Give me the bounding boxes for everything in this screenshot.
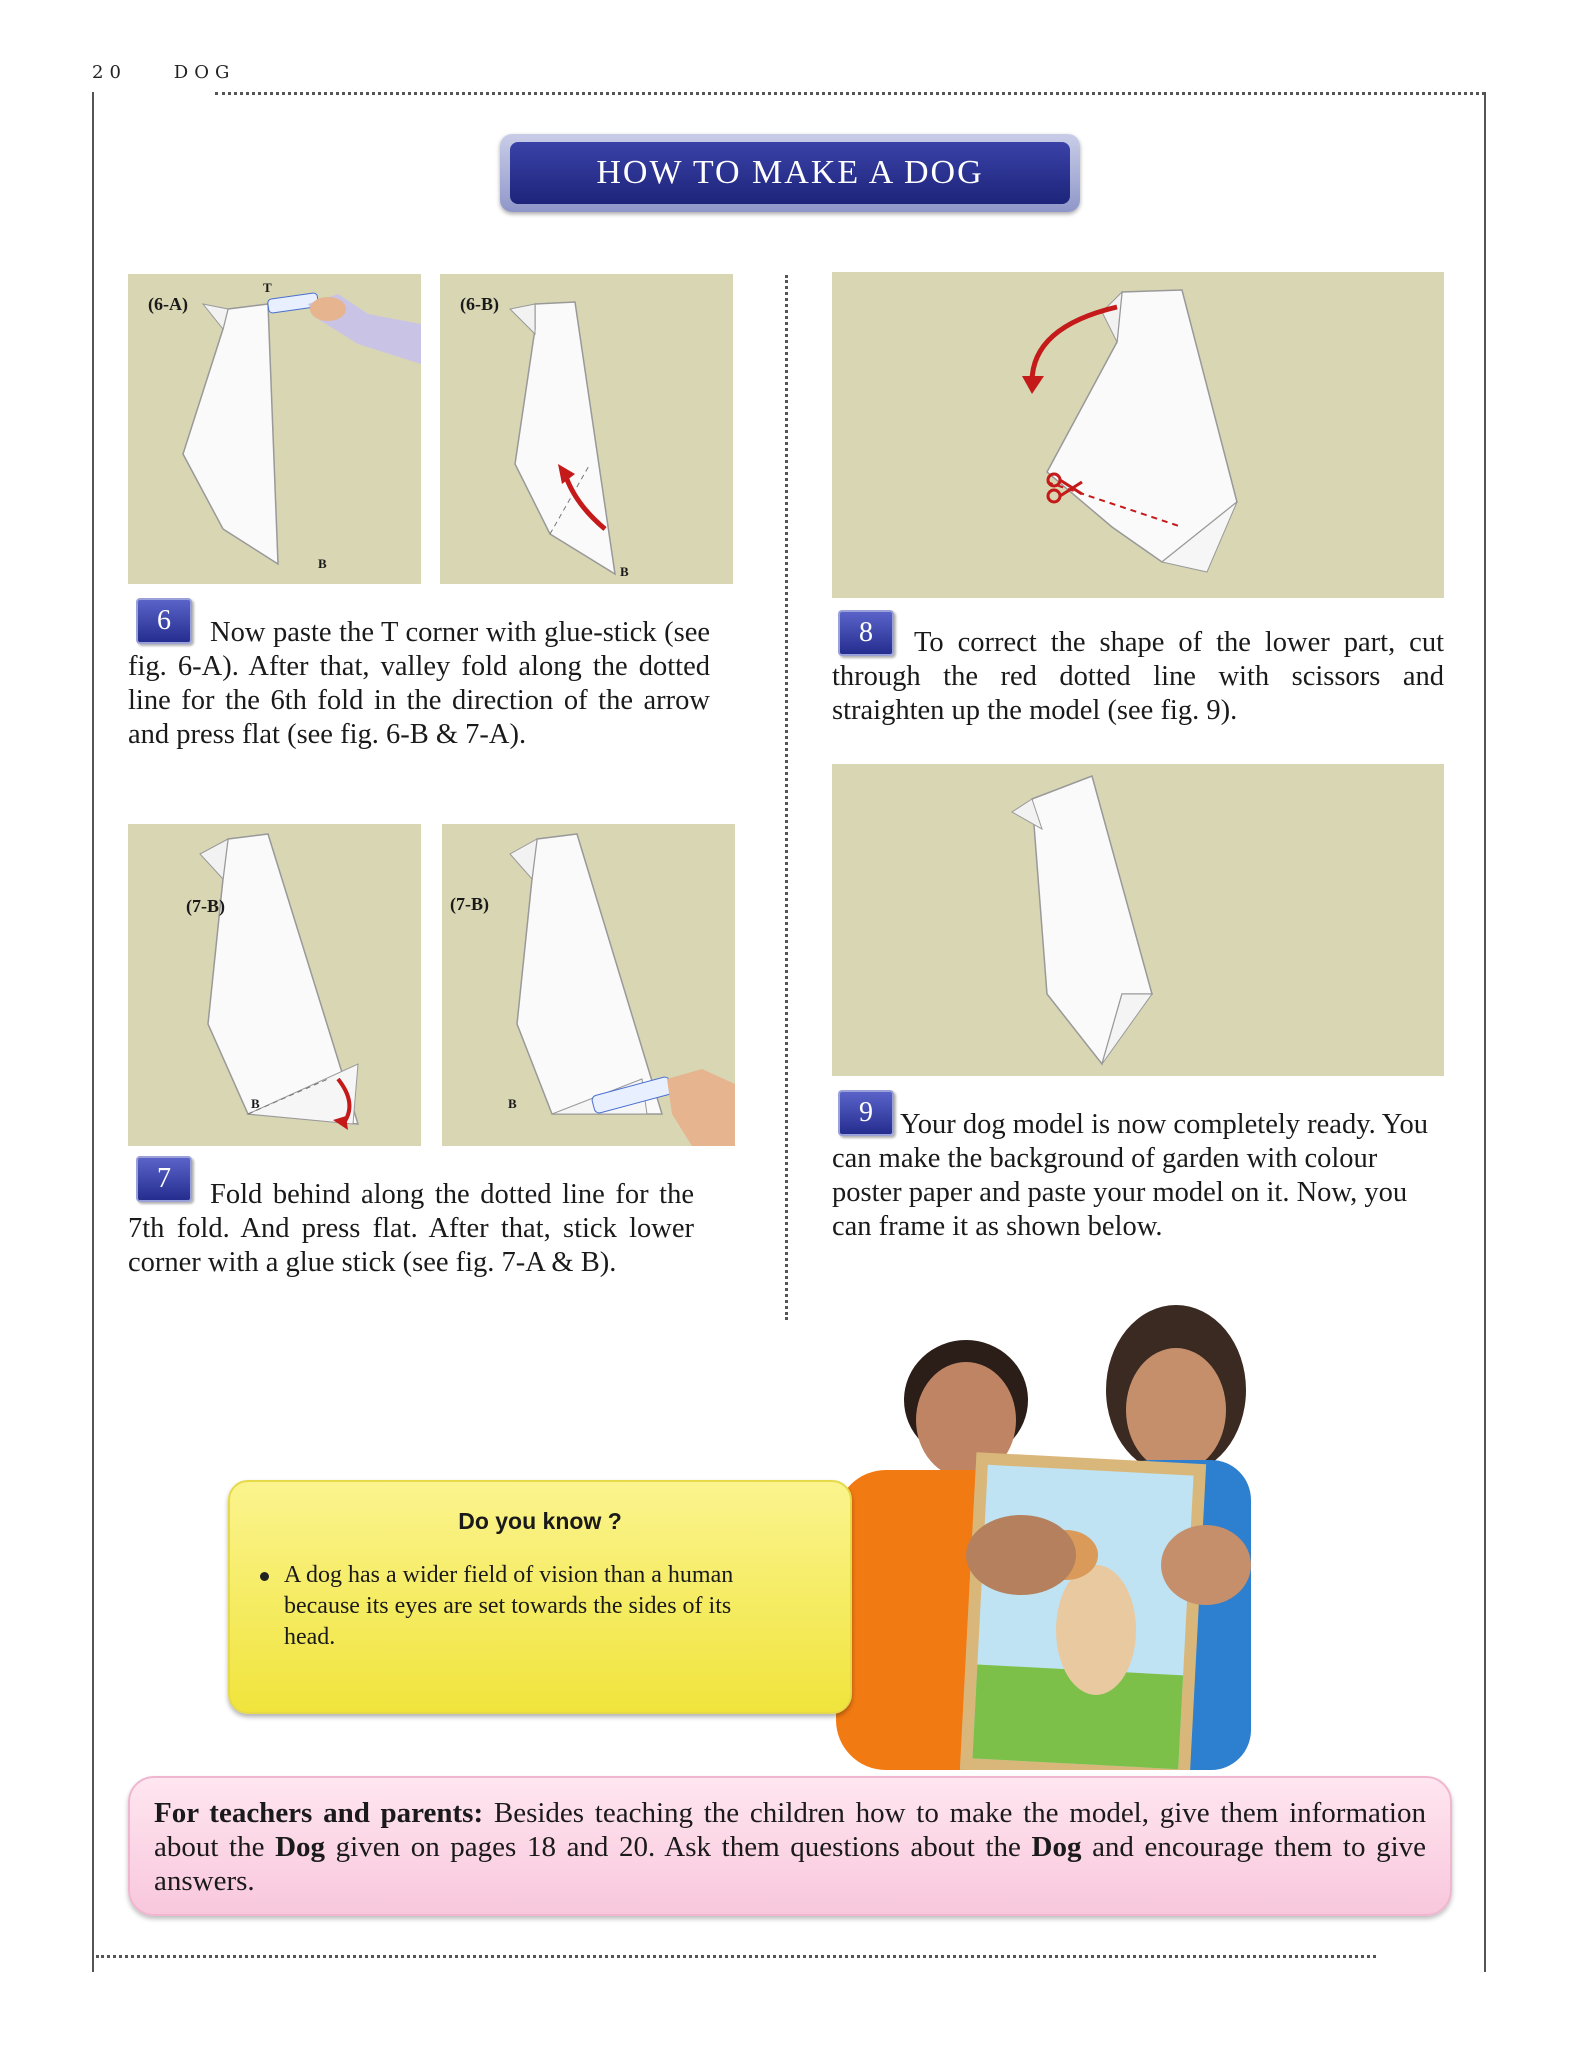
footer-dotted-rule xyxy=(96,1955,1376,1958)
bullet-icon xyxy=(260,1572,269,1581)
step-8-body: To correct the shape of the lower part, cut through the red dotted line with scissors and straighten up the model (see fig. 9). xyxy=(832,627,1444,726)
figure-8 xyxy=(832,272,1444,598)
figure-6a xyxy=(128,274,421,584)
step-7-body: Fold behind along the dotted line for the 7th fold. And press flat. After that, stick lower corner with a glue stick (see fig. 7-A & B). xyxy=(128,1179,694,1278)
figure-7a-corner-b: B xyxy=(251,1096,260,1111)
section-name: DOG xyxy=(173,62,236,83)
step-6-badge: 6 xyxy=(136,598,192,644)
teachers-note-part-1: Besides teaching the children how to make the model, give them information about the xyxy=(154,1797,1426,1863)
step-7-badge: 7 xyxy=(136,1156,192,1202)
teachers-note-part-2: given on pages 18 and 20. Ask them questions about the xyxy=(325,1831,1032,1863)
step-6-body: Now paste the T corner with glue-stick (see fig. 6-A). After that, valley fold along the dotted line for the 6th fold in the direction of the arrow and press flat (see fig. 6-B & 7-A). xyxy=(128,617,710,750)
did-you-know-box xyxy=(228,1480,852,1714)
children-photo-illustration xyxy=(796,1300,1336,1770)
children-photo xyxy=(796,1300,1336,1770)
step-6-text xyxy=(128,616,710,752)
figure-6a-drawing xyxy=(128,274,421,584)
running-header xyxy=(92,62,235,83)
step-8-text xyxy=(832,626,1444,728)
figure-9 xyxy=(832,764,1444,1076)
figure-6b-corner-b: B xyxy=(620,564,629,579)
step-9-badge: 9 xyxy=(838,1090,894,1136)
figure-8-drawing xyxy=(832,272,1444,598)
step-9-text xyxy=(832,1108,1432,1244)
figure-9-drawing xyxy=(832,764,1444,1076)
left-margin-rule xyxy=(92,92,94,1972)
teachers-note-text xyxy=(154,1796,1426,1898)
figure-6a-corner-t: T xyxy=(263,280,272,295)
header-dotted-rule xyxy=(215,92,1485,95)
figure-7b-label: (7-B) xyxy=(450,894,489,914)
teachers-note-bold-1: Dog xyxy=(275,1831,326,1863)
figure-6a-label: (6-A) xyxy=(148,294,188,314)
did-you-know-title: Do you know ? xyxy=(458,1508,622,1534)
right-margin-rule xyxy=(1484,92,1486,1972)
teachers-note-bold-2: Dog xyxy=(1031,1831,1082,1863)
figure-7b xyxy=(442,824,735,1146)
page-title-box xyxy=(500,134,1080,212)
step-8-badge: 8 xyxy=(838,610,894,656)
figure-7b-corner-b: B xyxy=(508,1096,517,1111)
figure-7a-label: (7-B) xyxy=(186,896,225,916)
figure-6b-drawing xyxy=(440,274,733,584)
teachers-note-box xyxy=(128,1776,1452,1916)
figure-6b-label: (6-B) xyxy=(460,294,499,314)
teachers-note-part-3: and encourage them to give answers. xyxy=(154,1831,1426,1897)
figure-6b xyxy=(440,274,733,584)
did-you-know-item: A dog has a wider field of vision than a human because its eyes are set towards the sides of its head. xyxy=(284,1562,734,1650)
step-9-body: Your dog model is now completely ready. You can make the background of garden with colour poster paper and paste your model on it. Now, you can frame it as shown below. xyxy=(832,1109,1429,1242)
step-7-text xyxy=(128,1178,694,1280)
page-number: 20 xyxy=(92,62,127,83)
figure-7a xyxy=(128,824,421,1146)
figure-7b-drawing xyxy=(442,824,735,1146)
teachers-note-label: For teachers and parents: xyxy=(154,1797,484,1829)
figure-6a-corner-b: B xyxy=(318,556,327,571)
figure-7a-drawing xyxy=(128,824,421,1146)
column-divider xyxy=(785,275,788,1320)
page-title: HOW TO MAKE A DOG xyxy=(510,142,1070,204)
